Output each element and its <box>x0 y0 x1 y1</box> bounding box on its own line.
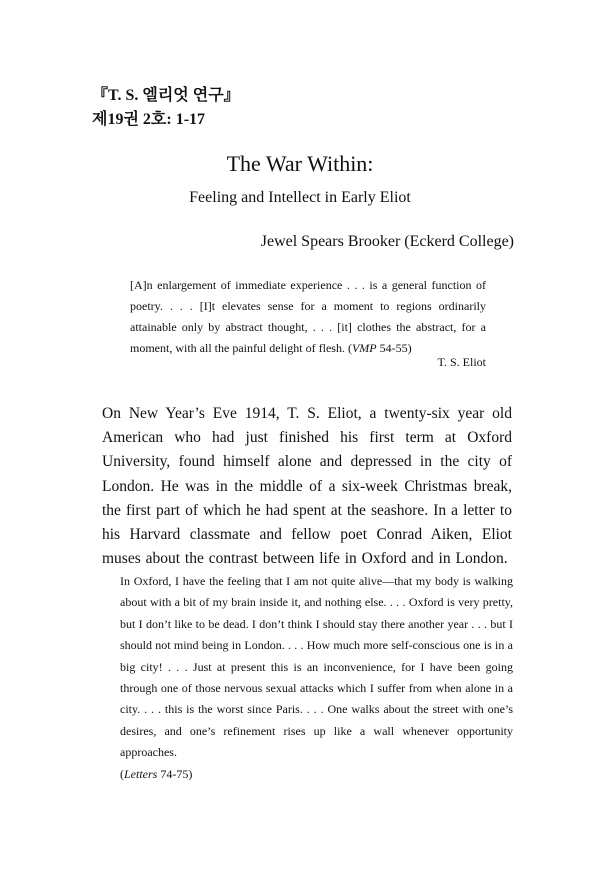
block-quote-citation-title: Letters <box>124 766 158 781</box>
body-paragraph: On New Year’s Eve 1914, T. S. Eliot, a twenty-six year old American who had just finished his first term at Oxford University, found himself alone and depressed in the city of London. He was in the middle of a six-week Christmas break, the first part of which he had spent at the seashore. In a letter to his Harvard classmate and fellow poet Conrad Aiken, Eliot muses about the contrast between life in Oxford and in London. <box>102 405 512 568</box>
block-quote-text <box>120 571 513 785</box>
journal-title: 『T. S. 엘리엇 연구』 <box>92 87 240 104</box>
journal-header <box>92 84 240 132</box>
article-author: Jewel Spears Brooker (Eckerd College) <box>260 233 514 250</box>
journal-volume-issue: 제19권 2호: 1-17 <box>92 111 206 128</box>
article-subtitle: Feeling and Intellect in Early Eliot <box>189 189 411 206</box>
block-quote-body: In Oxford, I have the feeling that I am not quite alive—that my body is walking about with a bit of my brain inside it, and nothing else. . . . Oxford is very pretty, but I don’t like to be dead. I don’t think I should stay there another year . . . but I should not mind being in London. . . . How much more self-conscious one is in a big city! . . . Just at present this is an inconvenience, for I have been going through one of those nervous sexual attacks which I suffer from when alone in a city. . . . this is the worst since Paris. . . . One walks about the street with one’s desires, and one’s refinement rises up like a wall whenever opportunity approaches. <box>120 574 513 760</box>
body-text <box>102 402 512 571</box>
epigraph-citation-title: VMP <box>351 341 377 355</box>
article-title: The War Within: <box>226 151 374 176</box>
epigraph-text <box>130 275 486 359</box>
epigraph-body: [A]n enlargement of immediate experience . . . is a general function of poetry. . . . [I]t elevates sense for a moment to regions ordinarily attainable only by abstract thought, . . . [it] clothes the abstract, for a moment, with all the painful delight of flesh. ( <box>130 278 486 355</box>
block-quote-citation-pages: 74-75) <box>157 766 193 781</box>
epigraph-attribution: T. S. Eliot <box>437 355 486 369</box>
block-quote <box>120 571 513 785</box>
epigraph <box>130 275 486 359</box>
block-quote-citation-open: ( <box>120 766 124 781</box>
epigraph-citation-pages: 54-55) <box>376 341 412 355</box>
